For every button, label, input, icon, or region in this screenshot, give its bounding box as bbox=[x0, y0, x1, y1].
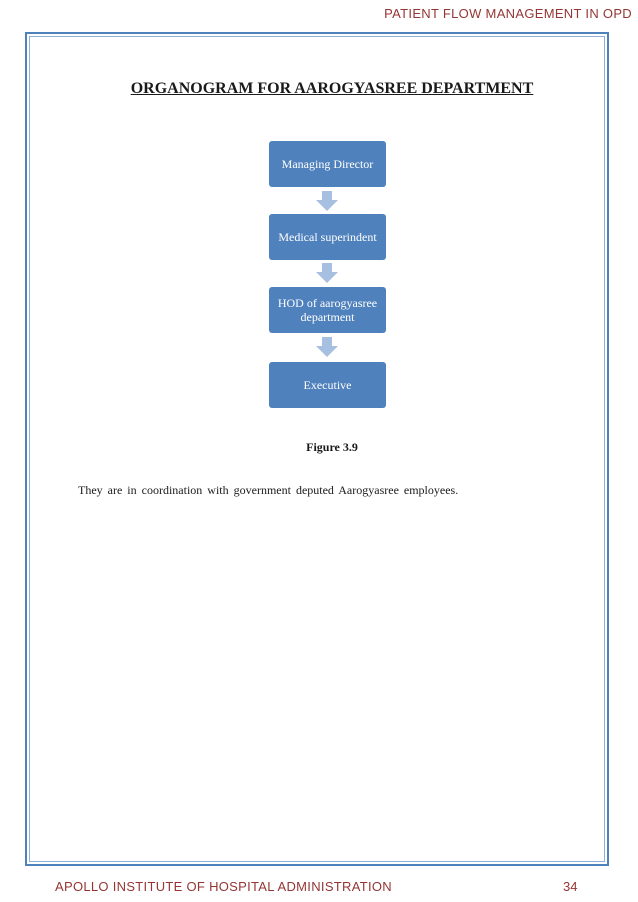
page-title: ORGANOGRAM FOR AAROGYASREE DEPARTMENT bbox=[130, 80, 534, 97]
down-arrow-icon bbox=[316, 337, 338, 357]
down-arrow-icon bbox=[316, 191, 338, 211]
body-paragraph: They are in coordination with government deputed Aarogyasree employees. bbox=[78, 483, 459, 497]
org-box-medical-superindent: Medical superindent bbox=[269, 214, 386, 260]
org-box-executive: Executive bbox=[269, 362, 386, 408]
down-arrow-icon bbox=[316, 263, 338, 283]
org-box-hod-aarogyasree: HOD of aarogyasree department bbox=[269, 287, 386, 333]
running-header: PATIENT FLOW MANAGEMENT IN OPD bbox=[384, 6, 632, 21]
figure-caption: Figure 3.9 bbox=[306, 440, 358, 454]
org-box-managing-director: Managing Director bbox=[269, 141, 386, 187]
page-number: 34 bbox=[563, 879, 578, 894]
footer-institute: APOLLO INSTITUTE OF HOSPITAL ADMINISTRATION bbox=[55, 879, 392, 894]
